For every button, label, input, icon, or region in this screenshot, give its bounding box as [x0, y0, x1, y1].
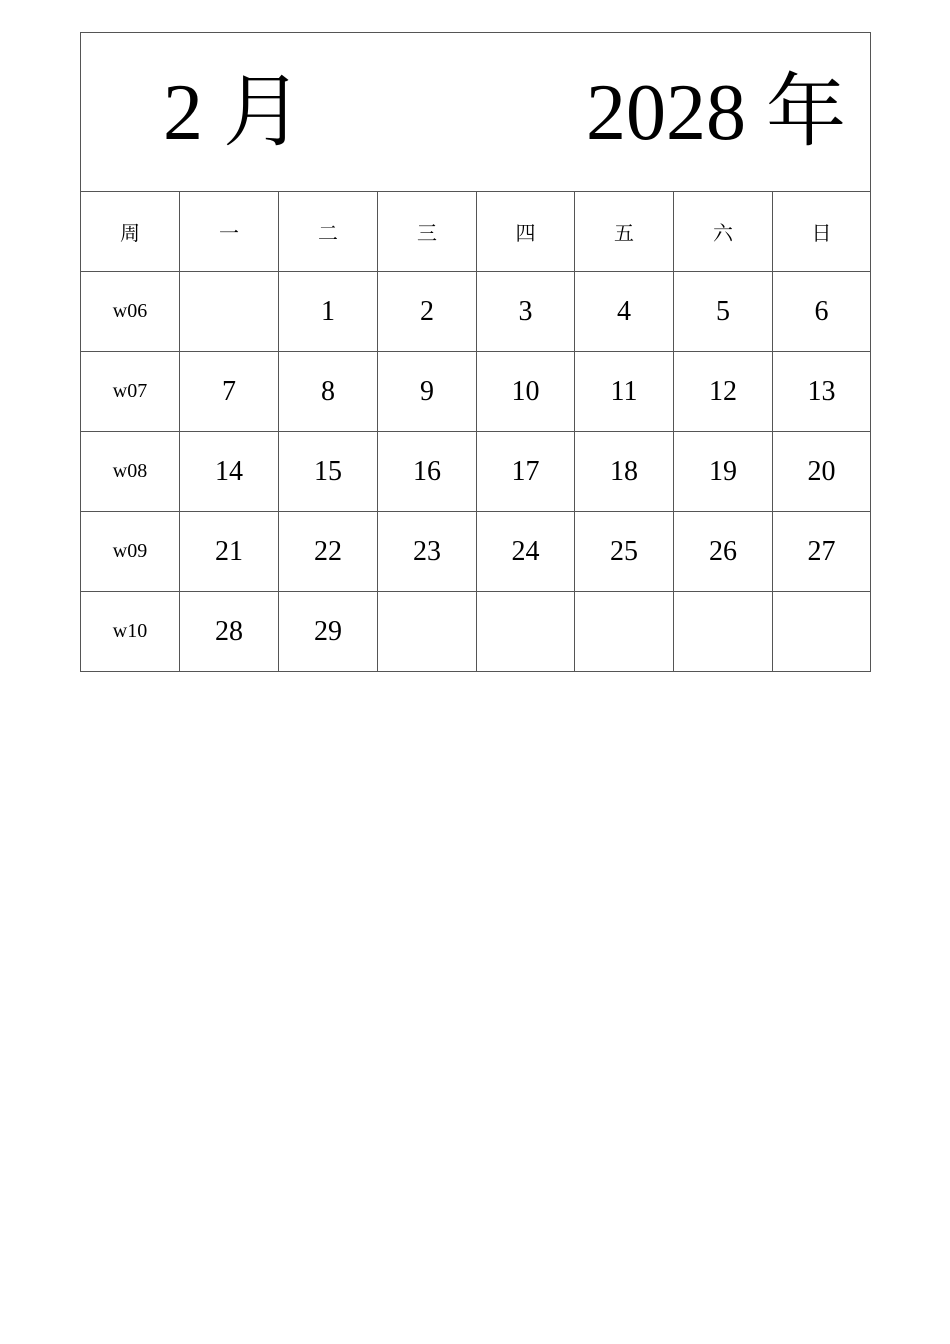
week-number: w09 [81, 512, 180, 592]
day-cell: 18 [575, 432, 674, 512]
calendar-weeks [81, 272, 871, 672]
week-number: w08 [81, 432, 180, 512]
day-cell: 2 [378, 272, 477, 352]
weekday-header-fri: 五 [575, 192, 674, 272]
day-cell: 17 [477, 432, 575, 512]
weekday-header-sun: 日 [773, 192, 871, 272]
day-cell: 3 [477, 272, 575, 352]
day-cell: 11 [575, 352, 674, 432]
day-cell: 15 [279, 432, 378, 512]
week-number: w10 [81, 592, 180, 672]
day-cell: 21 [180, 512, 279, 592]
week-row [81, 592, 871, 672]
year-title: 2028 年 [586, 69, 846, 157]
empty-day-cell [378, 592, 477, 672]
weekday-header-sat: 六 [674, 192, 773, 272]
day-cell: 7 [180, 352, 279, 432]
week-number: w06 [81, 272, 180, 352]
calendar-table [80, 32, 871, 672]
empty-day-cell [575, 592, 674, 672]
week-row [81, 512, 871, 592]
day-cell: 24 [477, 512, 575, 592]
empty-day-cell [674, 592, 773, 672]
day-cell: 25 [575, 512, 674, 592]
day-cell: 28 [180, 592, 279, 672]
day-cell: 16 [378, 432, 477, 512]
day-cell: 20 [773, 432, 871, 512]
day-cell: 27 [773, 512, 871, 592]
day-cell: 12 [674, 352, 773, 432]
day-cell: 10 [477, 352, 575, 432]
week-row [81, 272, 871, 352]
empty-day-cell [773, 592, 871, 672]
weekday-header-tue: 二 [279, 192, 378, 272]
month-title: 2 月 [163, 69, 303, 157]
empty-day-cell [180, 272, 279, 352]
day-cell: 1 [279, 272, 378, 352]
day-cell: 8 [279, 352, 378, 432]
day-cell: 13 [773, 352, 871, 432]
week-row [81, 352, 871, 432]
weekday-header-thu: 四 [477, 192, 575, 272]
day-cell: 26 [674, 512, 773, 592]
weekday-header-wed: 三 [378, 192, 477, 272]
day-cell: 5 [674, 272, 773, 352]
weekday-header-row [81, 192, 871, 272]
day-cell: 6 [773, 272, 871, 352]
day-cell: 22 [279, 512, 378, 592]
calendar-header [81, 33, 871, 192]
day-cell: 29 [279, 592, 378, 672]
day-cell: 23 [378, 512, 477, 592]
day-cell: 14 [180, 432, 279, 512]
week-row [81, 432, 871, 512]
empty-day-cell [477, 592, 575, 672]
day-cell: 9 [378, 352, 477, 432]
day-cell: 19 [674, 432, 773, 512]
weekday-header-mon: 一 [180, 192, 279, 272]
week-column-header: 周 [81, 192, 180, 272]
day-cell: 4 [575, 272, 674, 352]
week-number: w07 [81, 352, 180, 432]
